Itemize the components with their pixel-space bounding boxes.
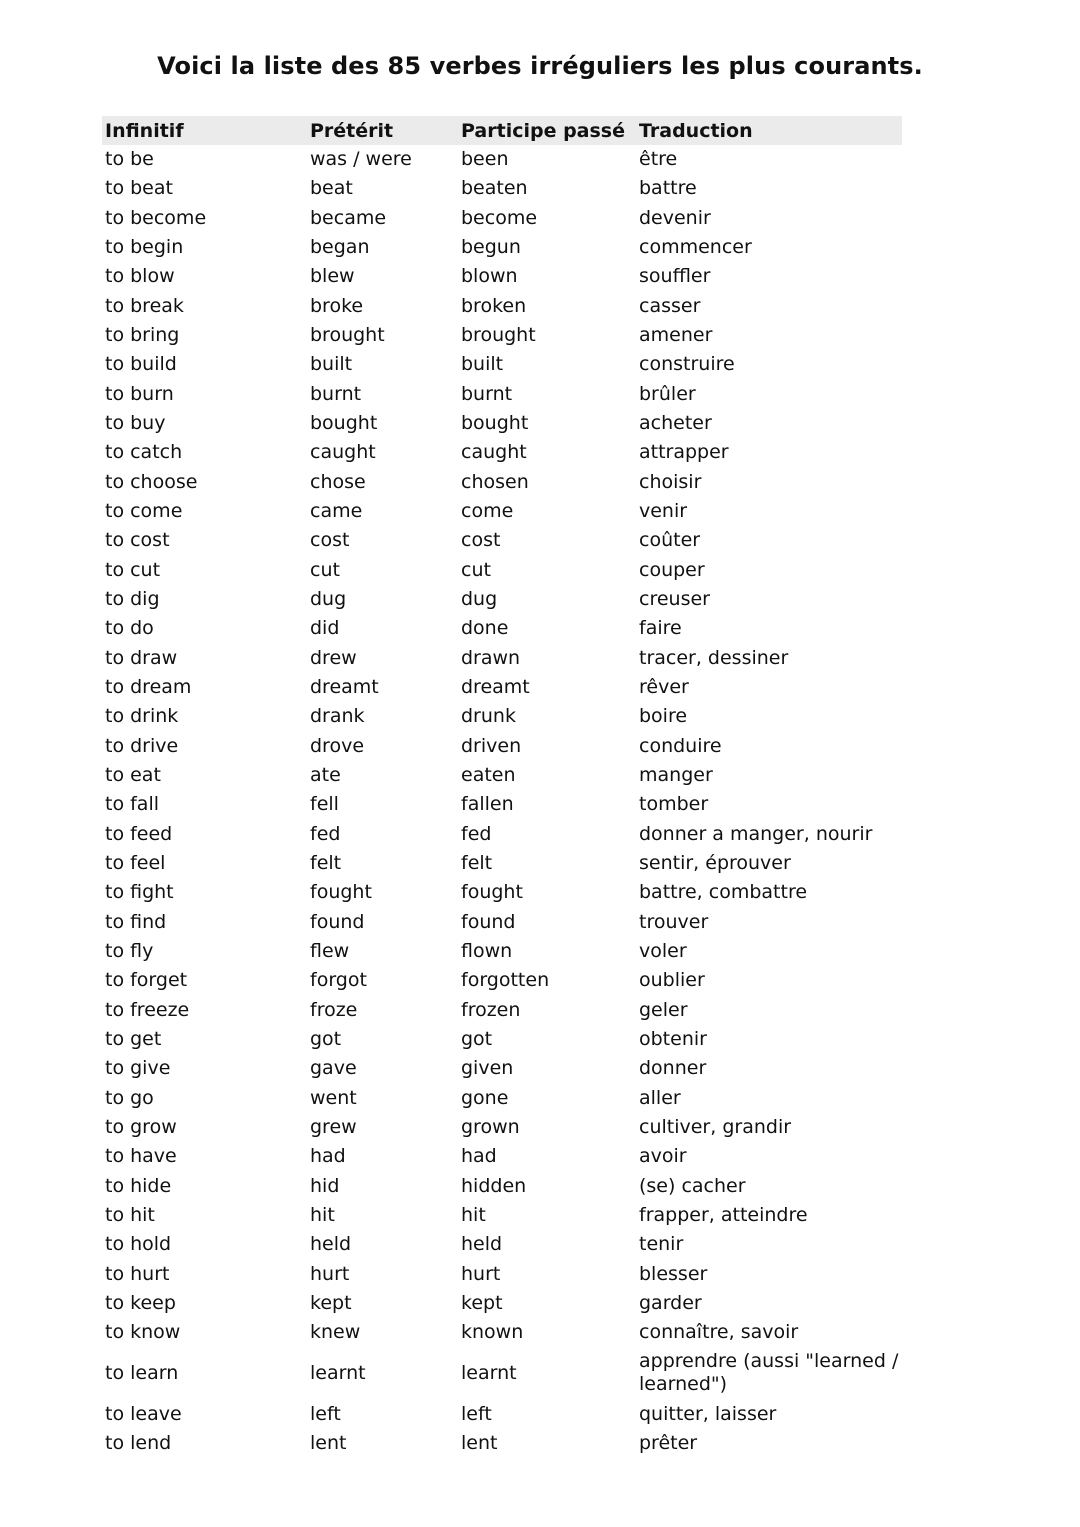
infinitif-cell: to begin: [105, 236, 184, 259]
participe-passe-cell: driven: [461, 734, 522, 757]
table-row: [102, 1201, 902, 1230]
traduction-cell: garder: [639, 1291, 702, 1314]
preterit-cell: ate: [310, 764, 341, 787]
table-row: [102, 1230, 902, 1259]
participe-passe-cell: grown: [461, 1115, 520, 1138]
participe-passe-cell: brought: [461, 324, 536, 347]
traduction-cell: construire: [639, 353, 735, 376]
preterit-cell: flew: [310, 940, 350, 963]
infinitif-cell: to fall: [105, 793, 160, 816]
traduction-cell: blesser: [639, 1262, 708, 1285]
infinitif-cell: to catch: [105, 441, 183, 464]
infinitif-cell: to lend: [105, 1431, 172, 1454]
infinitif-cell: to eat: [105, 764, 161, 787]
participe-passe-cell: got: [461, 1028, 493, 1050]
traduction-cell: avoir: [639, 1145, 687, 1168]
participe-passe-cell: frozen: [461, 998, 521, 1021]
infinitif-cell: to blow: [105, 265, 175, 288]
participe-passe-cell: hit: [461, 1203, 486, 1226]
table-row: [102, 937, 902, 966]
traduction-cell: obtenir: [639, 1028, 707, 1050]
table-row: [102, 174, 902, 203]
participe-passe-cell: been: [461, 148, 509, 171]
infinitif-cell: to learn: [105, 1361, 179, 1384]
traduction-cell: souffler: [639, 265, 711, 288]
infinitif-cell: to beat: [105, 177, 173, 200]
infinitif-cell: to hit: [105, 1203, 155, 1226]
table-row: [102, 732, 902, 761]
preterit-cell: drank: [310, 705, 365, 728]
table-row: [102, 644, 902, 673]
participe-passe-cell: drunk: [461, 705, 516, 728]
preterit-cell: fought: [310, 881, 372, 904]
preterit-cell: left: [310, 1402, 341, 1425]
participe-passe-cell: forgotten: [461, 969, 550, 992]
infinitif-cell: to cost: [105, 529, 170, 552]
participe-passe-cell: fallen: [461, 793, 514, 816]
infinitif-cell: to keep: [105, 1291, 176, 1314]
table-row: [102, 468, 902, 497]
participe-passe-cell: hurt: [461, 1262, 501, 1285]
infinitif-cell: to feed: [105, 822, 173, 845]
participe-passe-cell: flown: [461, 940, 513, 963]
infinitif-cell: to feel: [105, 852, 166, 875]
table-row: [102, 1025, 902, 1054]
traduction-cell: (se) cacher: [639, 1174, 746, 1197]
participe-passe-cell: lent: [461, 1431, 498, 1454]
infinitif-cell: to fight: [105, 881, 174, 904]
preterit-cell: had: [310, 1145, 346, 1168]
table-row: [102, 820, 902, 849]
preterit-cell: drew: [310, 646, 357, 669]
traduction-cell: acheter: [639, 412, 712, 435]
preterit-cell: knew: [310, 1321, 361, 1344]
table-row: [102, 761, 902, 790]
participe-passe-cell: felt: [461, 852, 493, 875]
table-row: [102, 1399, 902, 1428]
infinitif-cell: to forget: [105, 969, 188, 992]
participe-passe-cell: fed: [461, 822, 492, 845]
preterit-cell: learnt: [310, 1361, 366, 1384]
table-row: [102, 1347, 902, 1399]
traduction-cell: devenir: [639, 206, 711, 229]
participe-passe-cell: drawn: [461, 646, 521, 669]
traduction-cell: être: [639, 148, 678, 171]
preterit-cell: was / were: [310, 148, 412, 171]
participe-passe-cell: beaten: [461, 177, 528, 200]
infinitif-cell: to know: [105, 1321, 181, 1344]
participe-passe-cell: left: [461, 1402, 492, 1425]
table-row: [102, 1318, 902, 1347]
participe-passe-cell: had: [461, 1145, 497, 1168]
traduction-cell: commencer: [639, 236, 752, 259]
infinitif-cell: to dig: [105, 588, 160, 611]
participe-passe-cell: cut: [461, 558, 491, 581]
table-header-row: [102, 116, 902, 145]
table-row: [102, 233, 902, 262]
preterit-cell: held: [310, 1233, 352, 1256]
participe-passe-cell: known: [461, 1321, 524, 1344]
traduction-cell: boire: [639, 705, 688, 728]
table-row: [102, 204, 902, 233]
infinitif-cell: to cut: [105, 558, 161, 581]
traduction-cell: sentir, éprouver: [639, 852, 791, 875]
traduction-cell: trouver: [639, 910, 709, 933]
traduction-cell: rêver: [639, 676, 689, 699]
traduction-cell: voler: [639, 940, 687, 963]
infinitif-cell: to drive: [105, 734, 179, 757]
preterit-cell: fed: [310, 822, 341, 845]
infinitif-cell: to draw: [105, 646, 178, 669]
participe-passe-cell: done: [461, 617, 509, 640]
infinitif-cell: to be: [105, 148, 154, 171]
preterit-cell: blew: [310, 265, 355, 288]
preterit-cell: felt: [310, 852, 342, 875]
preterit-cell: cut: [310, 558, 340, 581]
participe-passe-cell: hidden: [461, 1174, 527, 1197]
table-row: [102, 350, 902, 379]
table-row: [102, 1054, 902, 1083]
table-row: [102, 497, 902, 526]
preterit-cell: caught: [310, 441, 376, 464]
traduction-cell: aller: [639, 1086, 681, 1109]
table-row: [102, 556, 902, 585]
traduction-cell: cultiver, grandir: [639, 1115, 792, 1138]
traduction-cell: donner a manger, nourir: [639, 822, 873, 845]
participe-passe-cell: begun: [461, 236, 521, 259]
preterit-cell: built: [310, 353, 353, 376]
participe-passe-cell: eaten: [461, 764, 516, 787]
table-row: [102, 908, 902, 937]
table-row: [102, 585, 902, 614]
table-row: [102, 1142, 902, 1171]
infinitif-cell: to leave: [105, 1402, 182, 1425]
traduction-cell: tomber: [639, 793, 709, 816]
traduction-cell: venir: [639, 500, 688, 523]
infinitif-cell: to drink: [105, 705, 179, 728]
participe-passe-cell: broken: [461, 294, 527, 317]
preterit-cell: froze: [310, 998, 358, 1021]
traduction-cell: battre: [639, 177, 697, 200]
participe-passe-cell: dreamt: [461, 676, 530, 699]
infinitif-cell: to come: [105, 500, 183, 523]
preterit-cell: cost: [310, 529, 350, 552]
table-row: [102, 1429, 902, 1458]
header-preterit: Prétérit: [307, 116, 458, 145]
header-traduction: Traduction: [636, 116, 902, 145]
infinitif-cell: to fly: [105, 940, 154, 963]
traduction-cell: attrapper: [639, 441, 729, 464]
traduction-cell: creuser: [639, 588, 710, 611]
infinitif-cell: to buy: [105, 412, 166, 435]
preterit-cell: brought: [310, 324, 385, 347]
table-row: [102, 526, 902, 555]
preterit-cell: became: [310, 206, 387, 229]
table-row: [102, 966, 902, 995]
traduction-cell: manger: [639, 764, 713, 787]
infinitif-cell: to freeze: [105, 998, 190, 1021]
table-row: [102, 409, 902, 438]
participe-passe-cell: gone: [461, 1086, 509, 1109]
table-row: [102, 292, 902, 321]
preterit-cell: lent: [310, 1431, 347, 1454]
table-row: [102, 1113, 902, 1142]
participe-passe-cell: held: [461, 1233, 503, 1256]
table-row: [102, 790, 902, 819]
participe-passe-cell: learnt: [461, 1361, 517, 1384]
traduction-cell: faire: [639, 617, 682, 640]
table-row: [102, 1259, 902, 1288]
traduction-cell: coûter: [639, 529, 701, 552]
preterit-cell: bought: [310, 412, 378, 435]
participe-passe-cell: given: [461, 1057, 514, 1080]
participe-passe-cell: become: [461, 206, 538, 229]
traduction-cell: donner: [639, 1057, 707, 1080]
infinitif-cell: to dream: [105, 676, 192, 699]
traduction-cell: tracer, dessiner: [639, 646, 789, 669]
preterit-cell: forgot: [310, 969, 367, 992]
participe-passe-cell: found: [461, 910, 516, 933]
participe-passe-cell: cost: [461, 529, 501, 552]
traduction-cell: quitter, laisser: [639, 1402, 777, 1425]
traduction-cell: couper: [639, 558, 705, 581]
participe-passe-cell: come: [461, 500, 514, 523]
preterit-cell: dug: [310, 588, 347, 611]
preterit-cell: found: [310, 910, 365, 933]
traduction-cell: conduire: [639, 734, 722, 757]
preterit-cell: fell: [310, 793, 339, 816]
preterit-cell: burnt: [310, 382, 362, 405]
header-infinitif: Infinitif: [102, 116, 307, 145]
participe-passe-cell: fought: [461, 881, 523, 904]
header-participe-passe: Participe passé: [458, 116, 636, 145]
table-row: [102, 673, 902, 702]
participe-passe-cell: burnt: [461, 382, 513, 405]
participe-passe-cell: bought: [461, 412, 529, 435]
table-row: [102, 1289, 902, 1318]
participe-passe-cell: built: [461, 353, 504, 376]
traduction-cell: battre, combattre: [639, 881, 808, 904]
preterit-cell: hit: [310, 1203, 335, 1226]
infinitif-cell: to give: [105, 1057, 171, 1080]
table-row: [102, 614, 902, 643]
infinitif-cell: to build: [105, 353, 177, 376]
preterit-cell: came: [310, 500, 363, 523]
infinitif-cell: to find: [105, 910, 167, 933]
traduction-cell: casser: [639, 294, 701, 317]
preterit-cell: did: [310, 617, 340, 640]
traduction-cell: frapper, atteindre: [639, 1203, 808, 1226]
participe-passe-cell: dug: [461, 588, 498, 611]
infinitif-cell: to do: [105, 617, 154, 640]
infinitif-cell: to bring: [105, 324, 180, 347]
table-row: [102, 262, 902, 291]
table-body: [102, 145, 902, 1458]
infinitif-cell: to become: [105, 206, 207, 229]
traduction-cell: connaître, savoir: [639, 1321, 799, 1344]
traduction-cell: choisir: [639, 470, 702, 493]
infinitif-cell: to get: [105, 1028, 162, 1050]
traduction-cell: apprendre (aussi "learned / learned"): [639, 1350, 899, 1396]
traduction-cell: tenir: [639, 1233, 684, 1256]
table-row: [102, 849, 902, 878]
table-row: [102, 380, 902, 409]
preterit-cell: beat: [310, 177, 353, 200]
table-row: [102, 702, 902, 731]
traduction-cell: prêter: [639, 1431, 698, 1454]
participe-passe-cell: caught: [461, 441, 527, 464]
traduction-cell: brûler: [639, 382, 696, 405]
infinitif-cell: to go: [105, 1086, 154, 1109]
infinitif-cell: to burn: [105, 382, 174, 405]
preterit-cell: hid: [310, 1174, 340, 1197]
infinitif-cell: to grow: [105, 1115, 177, 1138]
preterit-cell: went: [310, 1086, 357, 1109]
traduction-cell: amener: [639, 324, 713, 347]
preterit-cell: drove: [310, 734, 365, 757]
table-row: [102, 438, 902, 467]
infinitif-cell: to break: [105, 294, 184, 317]
preterit-cell: kept: [310, 1291, 352, 1314]
page-title: Voici la liste des 85 verbes irréguliers les plus courants.: [157, 52, 923, 80]
table-row: [102, 1171, 902, 1200]
table-row: [102, 321, 902, 350]
participe-passe-cell: chosen: [461, 470, 529, 493]
traduction-cell: geler: [639, 998, 688, 1021]
preterit-cell: got: [310, 1028, 342, 1050]
table-row: [102, 996, 902, 1025]
verbs-table: [102, 116, 902, 1458]
participe-passe-cell: kept: [461, 1291, 503, 1314]
preterit-cell: chose: [310, 470, 366, 493]
preterit-cell: gave: [310, 1057, 357, 1080]
table-row: [102, 145, 902, 174]
preterit-cell: hurt: [310, 1262, 350, 1285]
infinitif-cell: to hurt: [105, 1262, 170, 1285]
table-row: [102, 1084, 902, 1113]
preterit-cell: dreamt: [310, 676, 379, 699]
participe-passe-cell: blown: [461, 265, 518, 288]
infinitif-cell: to have: [105, 1145, 177, 1168]
infinitif-cell: to hold: [105, 1233, 172, 1256]
table-row: [102, 878, 902, 907]
preterit-cell: began: [310, 236, 370, 259]
infinitif-cell: to hide: [105, 1174, 172, 1197]
preterit-cell: grew: [310, 1115, 357, 1138]
infinitif-cell: to choose: [105, 470, 198, 493]
traduction-cell: oublier: [639, 969, 705, 992]
preterit-cell: broke: [310, 294, 364, 317]
